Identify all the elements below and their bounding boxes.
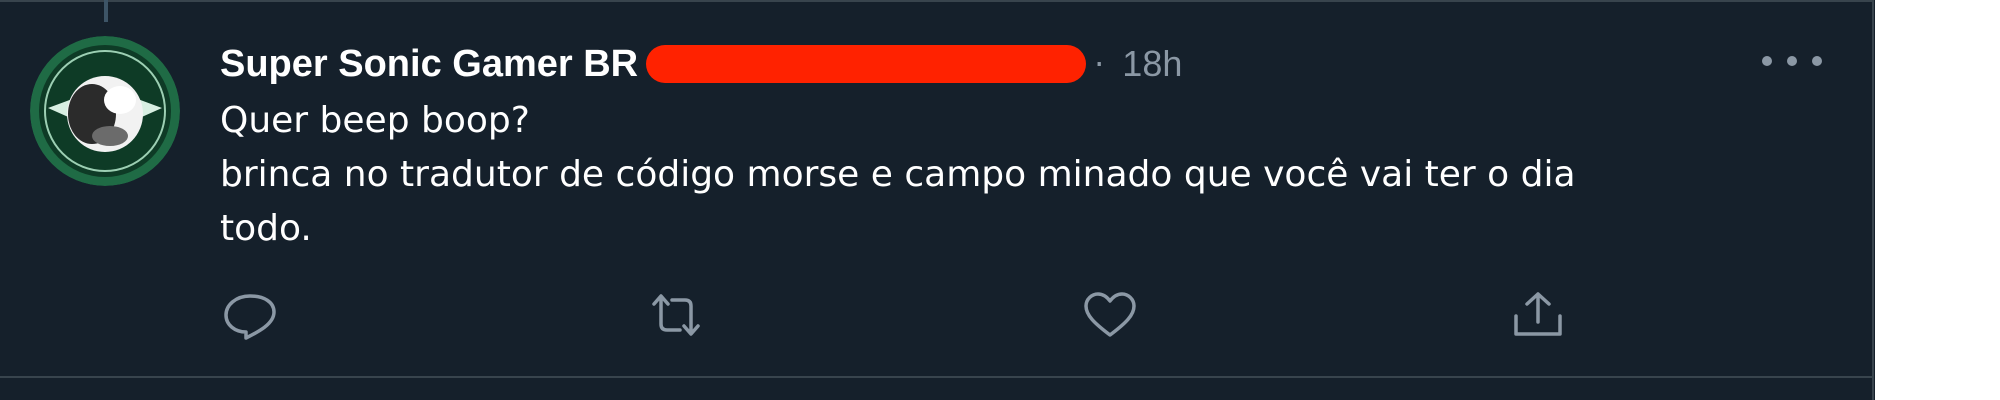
timestamp[interactable]: 18h bbox=[1122, 43, 1183, 84]
retweet-icon bbox=[648, 290, 704, 340]
tweet-text-line: Quer beep boop? bbox=[220, 100, 530, 141]
tweet-text bbox=[220, 94, 1820, 256]
tweet-header bbox=[220, 34, 1182, 94]
heart-icon bbox=[1082, 290, 1138, 340]
like-button[interactable] bbox=[1082, 290, 1142, 340]
display-name[interactable]: Super Sonic Gamer BR bbox=[220, 42, 639, 85]
tweet-text-line: brinca no tradutor de código morse e campo minado que você vai ter o dia bbox=[220, 154, 1576, 195]
bottom-divider bbox=[0, 376, 1872, 378]
tweet-text-line: todo. bbox=[220, 208, 312, 249]
redacted-handle bbox=[646, 45, 1086, 83]
more-dot bbox=[1762, 56, 1772, 66]
separator-dot: · bbox=[1094, 45, 1105, 83]
top-divider bbox=[0, 0, 1872, 2]
reply-icon bbox=[222, 290, 278, 340]
more-dot bbox=[1787, 56, 1797, 66]
more-dot bbox=[1812, 56, 1822, 66]
retweet-button[interactable] bbox=[648, 290, 708, 340]
timeline-border bbox=[1872, 0, 1874, 400]
more-options-icon[interactable] bbox=[1762, 46, 1822, 76]
reply-button[interactable] bbox=[222, 290, 282, 340]
thread-connector-line bbox=[104, 0, 108, 22]
share-button[interactable] bbox=[1510, 290, 1570, 340]
avatar-image bbox=[30, 36, 180, 186]
avatar[interactable] bbox=[30, 36, 180, 186]
share-icon bbox=[1510, 290, 1566, 340]
